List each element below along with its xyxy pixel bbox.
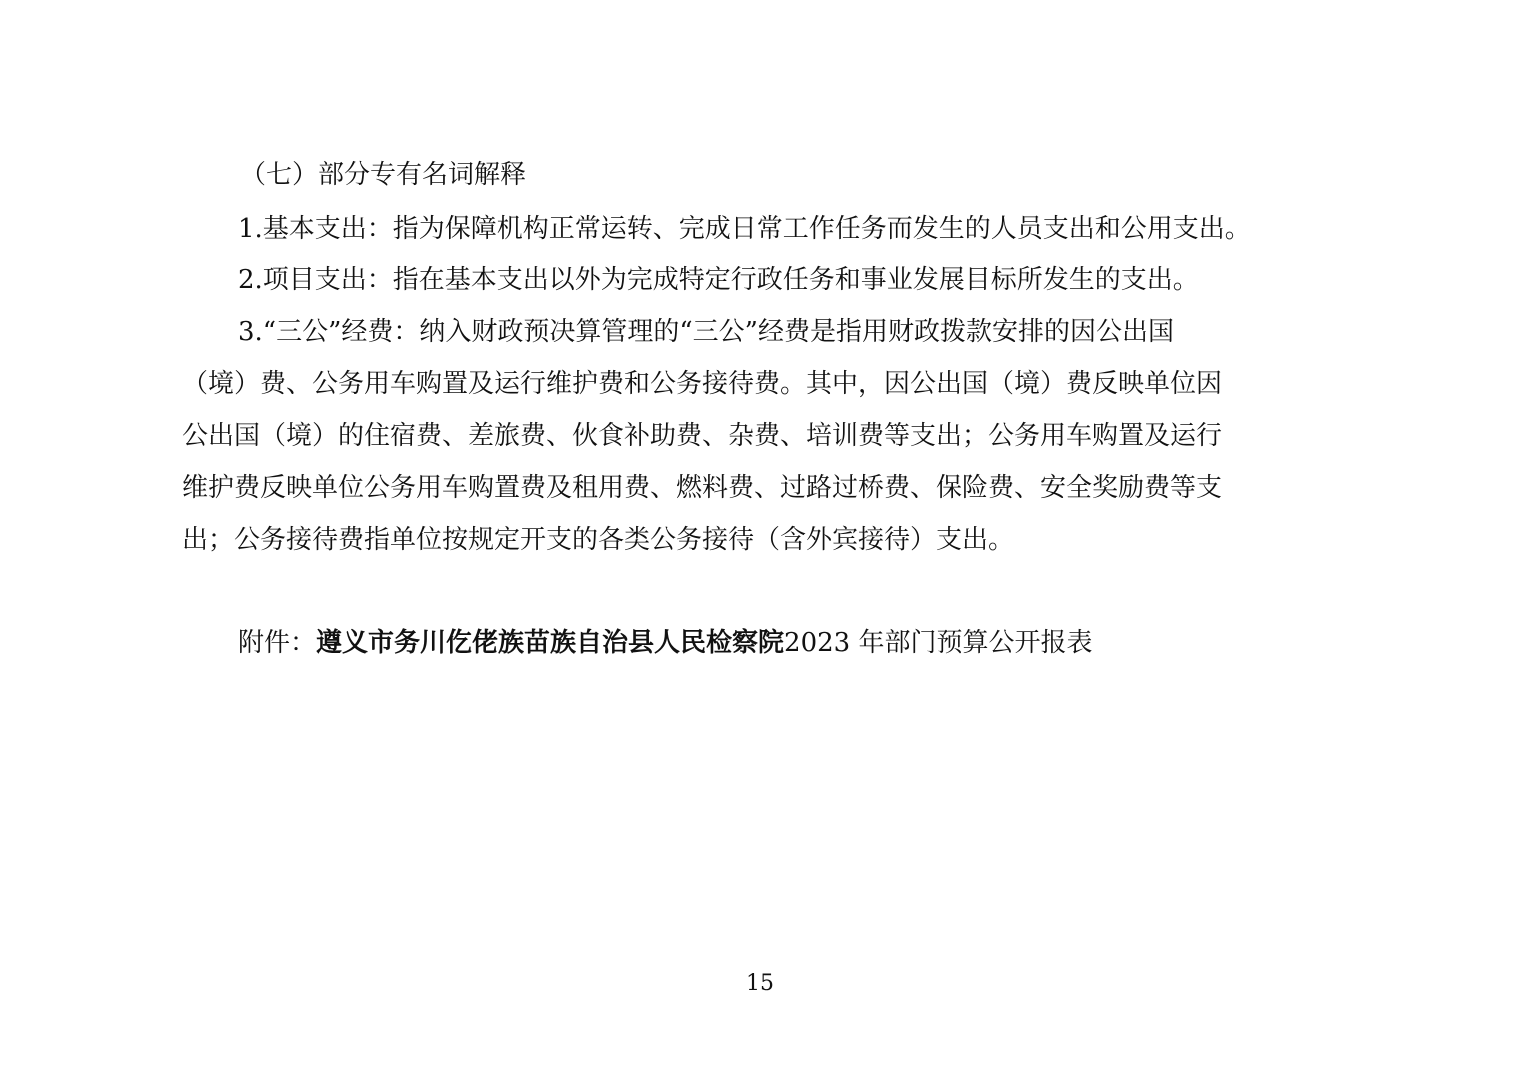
paragraph-three-public-line-3: 公出国（境）的住宿费、差旅费、伙食补助费、杂费、培训费等支出；公务用车购置及运行: [182, 421, 1223, 451]
paragraph-three-public-line-2: （境）费、公务用车购置及运行维护费和公务接待费。其中，因公出国（境）费反映单位因: [182, 369, 1223, 399]
paragraph-project-expenditure: 2.项目支出：指在基本支出以外为完成特定行政任务和事业发展目标所发生的支出。: [238, 265, 1199, 295]
paragraph-basic-expenditure: 1.基本支出：指为保障机构正常运转、完成日常工作任务而发生的人员支出和公用支出。: [238, 214, 1251, 244]
section-heading: （七）部分专有名词解释: [240, 160, 527, 190]
page-number: 15: [746, 971, 774, 996]
attachment-organization: 遵义市务川仡佬族苗族自治县人民检察院: [316, 628, 785, 658]
paragraph-three-public-line-5: 出；公务接待费指单位按规定开支的各类公务接待（含外宾接待）支出。: [182, 525, 1015, 555]
paragraph-three-public-line-4: 维护费反映单位公务用车购置费及租用费、燃料费、过路过桥费、保险费、安全奖励费等支: [182, 473, 1223, 503]
attachment-label: 附件：: [238, 628, 317, 658]
attachment-line: [0, 626, 1520, 660]
paragraph-three-public-line-1: 3.“三公”经费：纳入财政预决算管理的“三公”经费是指用财政拨款安排的因公出国: [238, 317, 1174, 347]
attachment-suffix: 2023 年部门预算公开报表: [784, 628, 1093, 658]
